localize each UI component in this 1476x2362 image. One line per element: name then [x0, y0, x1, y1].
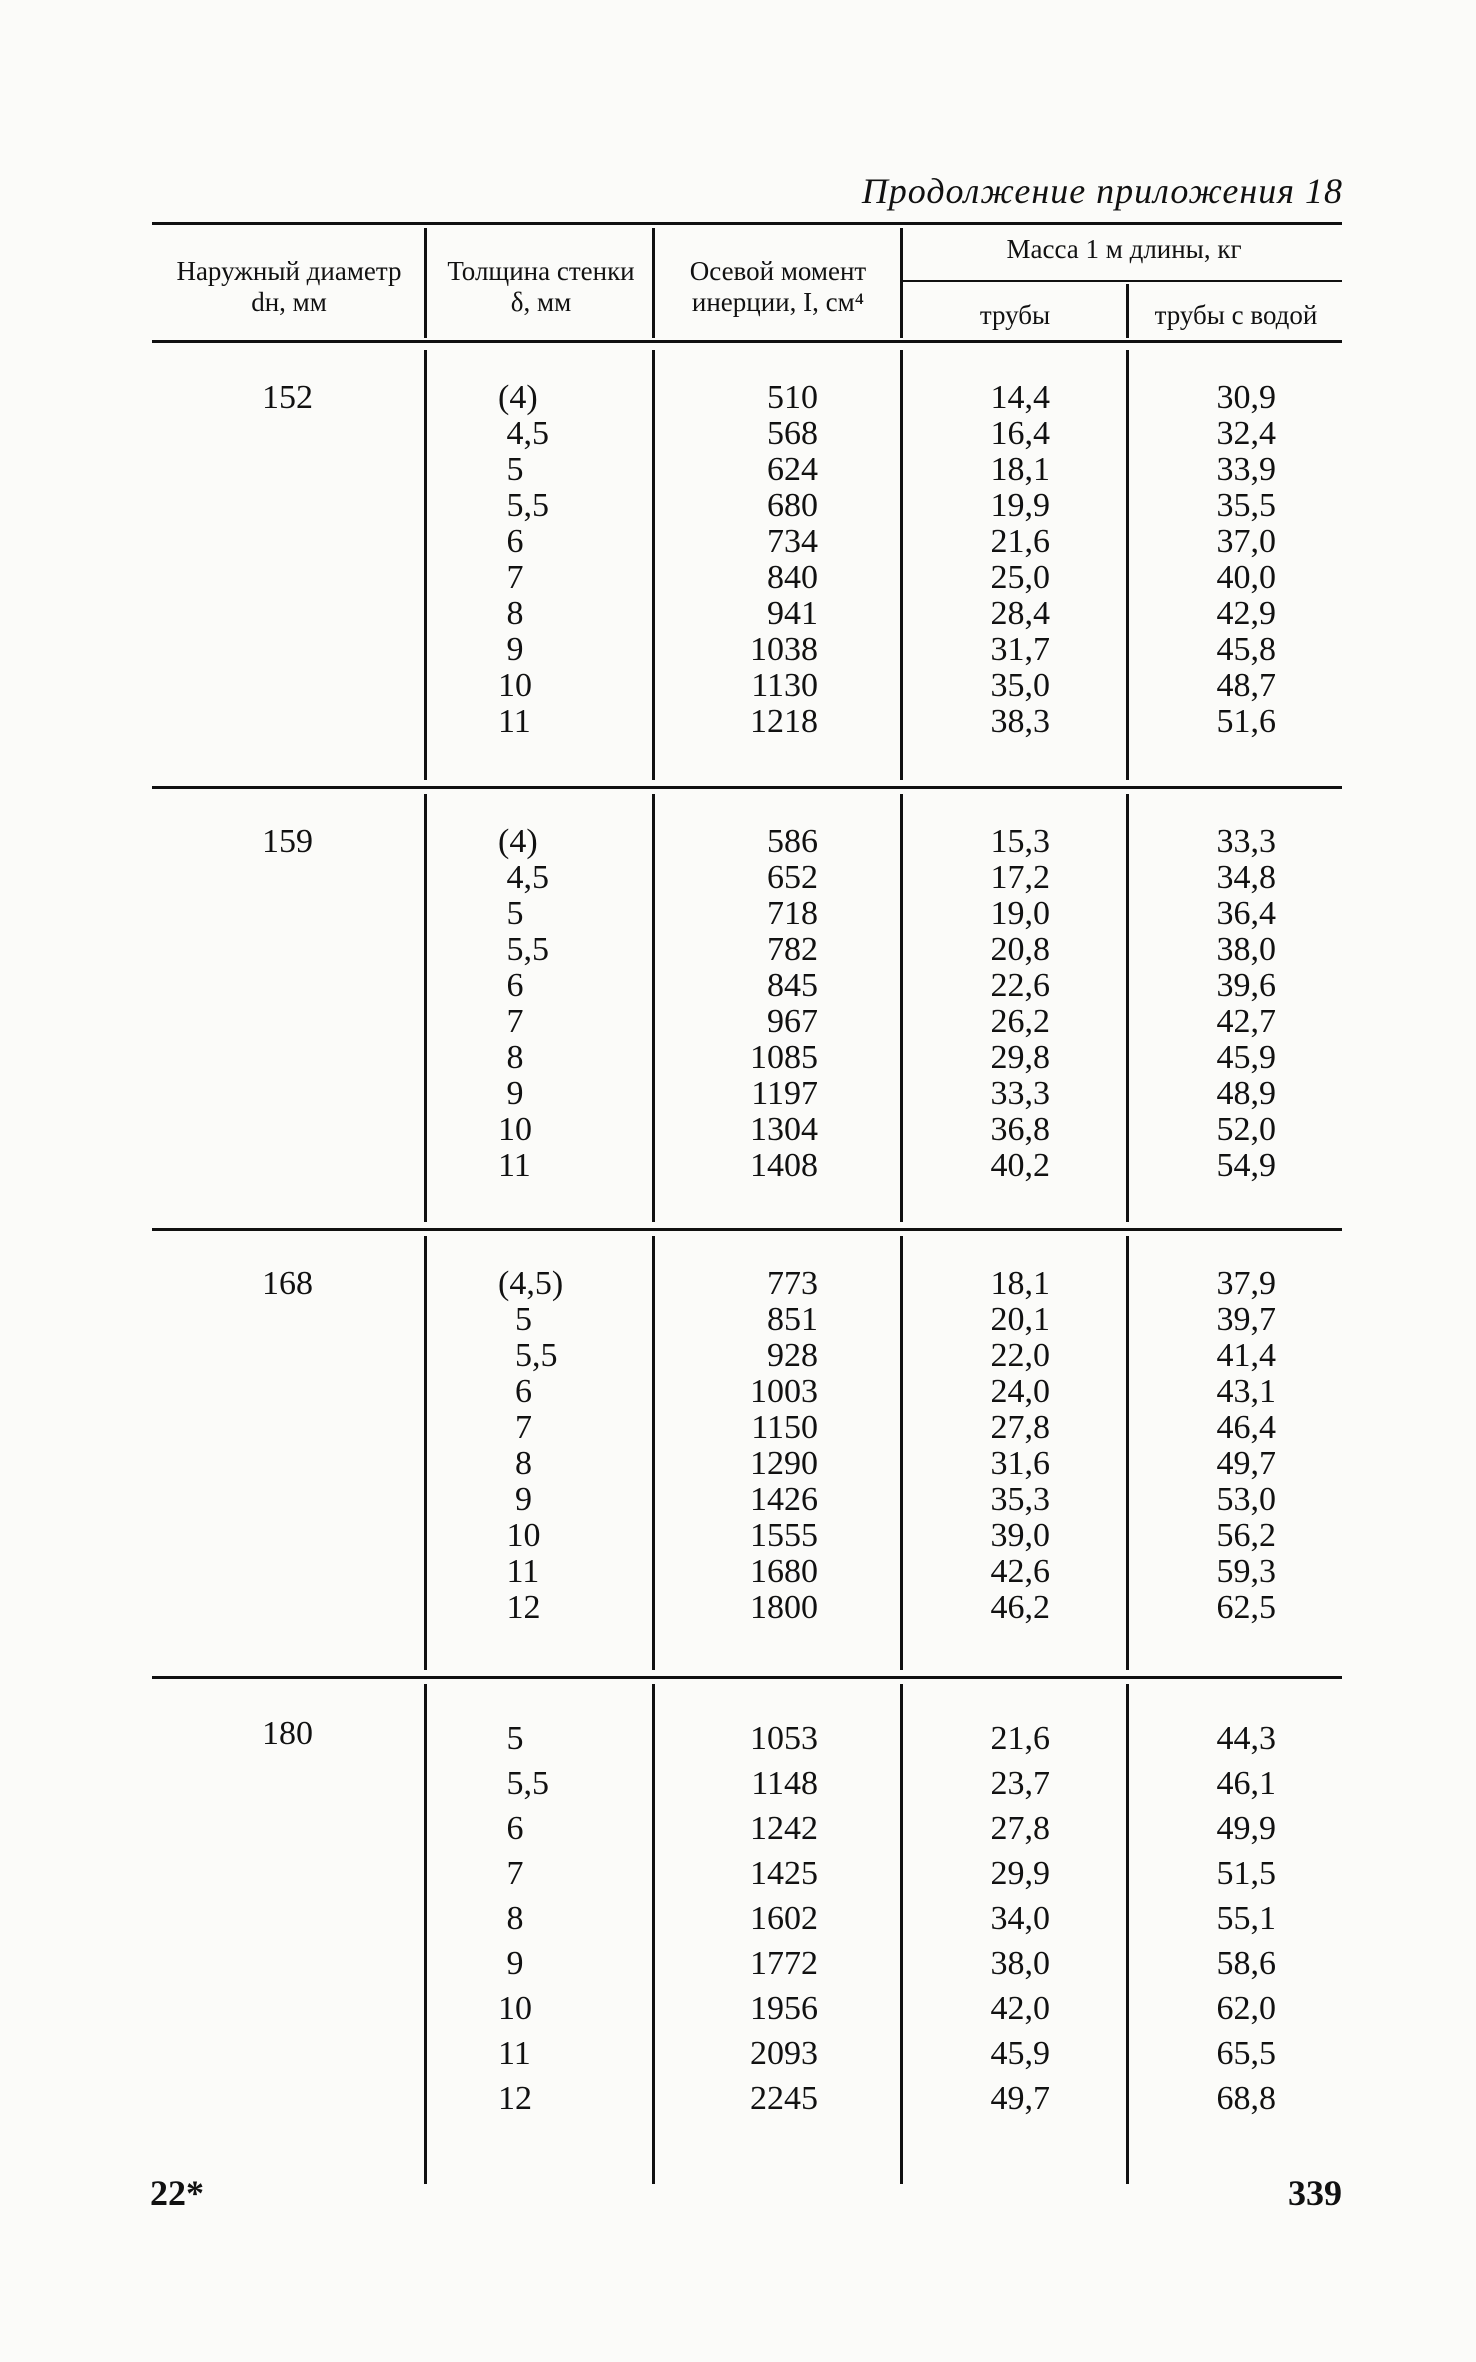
table-cell: 10 [498, 1990, 532, 2027]
table-top-rule [152, 222, 1342, 225]
table-cell: 31,7 [990, 631, 1050, 668]
table-cell: 42,7 [1216, 1003, 1276, 1040]
table-cell: 46,1 [1216, 1765, 1276, 1802]
moment-column [668, 824, 818, 1184]
table-cell: 1426 [750, 1481, 818, 1518]
mass-pipe-column [920, 1266, 1050, 1626]
table-cell: 62,0 [1216, 1990, 1276, 2027]
table-cell: 9 [498, 1075, 524, 1112]
mass-pipe-water-column [1148, 380, 1276, 740]
table-cell: 32,4 [1216, 415, 1276, 452]
header-mass-pipe: трубы [979, 300, 1051, 330]
table-cell: 37,0 [1216, 523, 1276, 560]
table-cell: 840 [767, 559, 818, 596]
table-cell: 6 [498, 967, 524, 1004]
table-cell: 46,2 [990, 1589, 1050, 1626]
table-cell: 24,0 [990, 1373, 1050, 1410]
column-divider [1126, 1236, 1129, 1670]
column-divider [1126, 350, 1129, 780]
table-cell: 51,5 [1216, 1855, 1276, 1892]
table-cell: 941 [767, 595, 818, 632]
table-cell: 2245 [750, 2080, 818, 2117]
table-cell: 7 [498, 1409, 532, 1446]
table-cell: 1218 [750, 703, 818, 740]
table-cell: 44,3 [1216, 1720, 1276, 1757]
table-cell: 11 [498, 2035, 531, 2072]
table-cell: 1150 [751, 1409, 818, 1446]
column-divider [1126, 1684, 1129, 2184]
table-cell: 14,4 [990, 379, 1050, 416]
table-cell: 33,3 [1216, 823, 1276, 860]
table-cell: 5 [498, 1301, 532, 1338]
table-cell: 18,1 [990, 1265, 1050, 1302]
table-cell: 624 [767, 451, 818, 488]
table-cell: 12 [498, 1589, 541, 1626]
header-wall-thickness: Толщина стенки δ, мм [447, 256, 635, 317]
table-cell: 20,8 [990, 931, 1050, 968]
header-moment: Осевой момент инерции, I, см⁴ [689, 256, 867, 317]
table-cell: 851 [767, 1301, 818, 1338]
table-cell: (4) [498, 379, 538, 416]
table-cell: 42,9 [1216, 595, 1276, 632]
table-cell: 11 [498, 703, 531, 740]
column-divider [900, 1684, 903, 2184]
table-cell: 10 [498, 1517, 541, 1554]
table-cell: 9 [498, 1945, 524, 1982]
table-cell: 1602 [750, 1900, 818, 1937]
table-cell: 5 [498, 451, 524, 488]
table-cell: 7 [498, 1855, 524, 1892]
table-cell: 16,4 [990, 415, 1050, 452]
table-cell: 38,3 [990, 703, 1050, 740]
table-cell: 34,8 [1216, 859, 1276, 896]
table-cell: 53,0 [1216, 1481, 1276, 1518]
table-cell: 5 [498, 895, 524, 932]
table-cell: 29,9 [990, 1855, 1050, 1892]
table-cell: 1956 [750, 1990, 818, 2027]
group-separator-rule [152, 786, 1342, 789]
table-cell: 1053 [750, 1720, 818, 1757]
table-cell: 33,3 [990, 1075, 1050, 1112]
column-divider [424, 1236, 427, 1670]
table-cell: 49,7 [1216, 1445, 1276, 1482]
table-cell: 49,9 [1216, 1810, 1276, 1847]
table-cell: 845 [767, 967, 818, 1004]
table-cell: 62,5 [1216, 1589, 1276, 1626]
table-cell: 21,6 [990, 1720, 1050, 1757]
table-cell: 51,6 [1216, 703, 1276, 740]
column-divider [900, 1236, 903, 1670]
table-cell: 20,1 [990, 1301, 1050, 1338]
table-cell: 19,0 [990, 895, 1050, 932]
table-cell: 42,0 [990, 1990, 1050, 2027]
table-cell: 29,8 [990, 1039, 1050, 1076]
table-cell: 10 [498, 667, 532, 704]
moment-column [668, 1266, 818, 1626]
table-cell: 49,7 [990, 2080, 1050, 2117]
table-cell: 9 [498, 1481, 532, 1518]
table-cell: 21,6 [990, 523, 1050, 560]
column-divider [1126, 284, 1129, 338]
table-cell: 22,6 [990, 967, 1050, 1004]
moment-column [668, 380, 818, 740]
table-cell: 39,7 [1216, 1301, 1276, 1338]
table-cell: 27,8 [990, 1409, 1050, 1446]
table-cell: 6 [498, 1810, 524, 1847]
table-cell: 45,8 [1216, 631, 1276, 668]
table-cell: 48,9 [1216, 1075, 1276, 1112]
table-cell: 45,9 [990, 2035, 1050, 2072]
table-cell: 734 [767, 523, 818, 560]
table-cell: 782 [767, 931, 818, 968]
group-separator-rule [152, 1676, 1342, 1679]
column-divider [652, 1684, 655, 2184]
table-cell: 1425 [750, 1855, 818, 1892]
mass-subheader-rule [902, 280, 1342, 282]
table-cell: 39,0 [990, 1517, 1050, 1554]
table-cell: 26,2 [990, 1003, 1050, 1040]
column-divider [424, 350, 427, 780]
table-cell: 40,2 [990, 1147, 1050, 1184]
column-divider [652, 228, 655, 338]
table-cell: (4) [498, 823, 538, 860]
table-cell: 1772 [750, 1945, 818, 1982]
table-cell: 65,5 [1216, 2035, 1276, 2072]
table-cell: 9 [498, 631, 524, 668]
table-cell: 42,6 [990, 1553, 1050, 1590]
table-cell: 27,8 [990, 1810, 1050, 1847]
table-cell: 12 [498, 2080, 532, 2117]
thickness-column [498, 380, 638, 740]
header-bottom-rule [152, 340, 1342, 343]
table-cell: 1130 [751, 667, 818, 704]
table-cell: 10 [498, 1111, 532, 1148]
table-cell: 34,0 [990, 1900, 1050, 1937]
table-cell: 8 [498, 1900, 524, 1937]
outer-diameter-cell: 180 [262, 1715, 313, 1752]
column-divider [424, 794, 427, 1222]
table-cell: 11 [498, 1147, 531, 1184]
column-divider [424, 1684, 427, 2184]
table-cell: 8 [498, 595, 524, 632]
table-cell: 5,5 [498, 931, 549, 968]
table-cell: 15,3 [990, 823, 1050, 860]
table-cell: 6 [498, 523, 524, 560]
column-divider [900, 228, 903, 338]
table-cell: 8 [498, 1039, 524, 1076]
table-cell: 36,4 [1216, 895, 1276, 932]
table-cell: 5 [498, 1720, 524, 1757]
table-cell: 928 [767, 1337, 818, 1374]
table-cell: 1680 [750, 1553, 818, 1590]
table-cell: 39,6 [1216, 967, 1276, 1004]
mass-pipe-column [920, 1716, 1050, 2121]
table-cell: 45,9 [1216, 1039, 1276, 1076]
table-cell: 19,9 [990, 487, 1050, 524]
mass-pipe-water-column [1148, 824, 1276, 1184]
table-cell: 568 [767, 415, 818, 452]
table-cell: 2093 [750, 2035, 818, 2072]
table-cell: 59,3 [1216, 1553, 1276, 1590]
table-cell: 35,0 [990, 667, 1050, 704]
header-mass-group: Масса 1 м длины, кг [1006, 234, 1242, 264]
table-cell: 773 [767, 1265, 818, 1302]
table-cell: 33,9 [1216, 451, 1276, 488]
table-cell: 1148 [751, 1765, 818, 1802]
table-cell: 37,9 [1216, 1265, 1276, 1302]
table-cell: 11 [498, 1553, 540, 1590]
mass-pipe-water-column [1148, 1266, 1276, 1626]
page-caption: Продолжение приложения 18 [861, 171, 1343, 211]
table-cell: 38,0 [1216, 931, 1276, 968]
column-divider [652, 1236, 655, 1670]
table-cell: 1085 [750, 1039, 818, 1076]
thickness-column [498, 1266, 638, 1626]
header-mass-pipe-water: трубы с водой [1154, 300, 1318, 330]
table-cell: 48,7 [1216, 667, 1276, 704]
table-cell: 38,0 [990, 1945, 1050, 1982]
column-divider [1126, 794, 1129, 1222]
group-separator-rule [152, 1228, 1342, 1231]
table-cell: 1408 [750, 1147, 818, 1184]
table-cell: 28,4 [990, 595, 1050, 632]
thickness-column [498, 824, 638, 1184]
table-cell: (4,5) [498, 1265, 564, 1302]
table-cell: 25,0 [990, 559, 1050, 596]
table-cell: 40,0 [1216, 559, 1276, 596]
table-cell: 31,6 [990, 1445, 1050, 1482]
table-cell: 23,7 [990, 1765, 1050, 1802]
table-cell: 43,1 [1216, 1373, 1276, 1410]
column-divider [652, 350, 655, 780]
table-cell: 18,1 [990, 451, 1050, 488]
header-outer-diameter: Наружный диаметр dн, мм [176, 256, 402, 317]
table-cell: 54,9 [1216, 1147, 1276, 1184]
table-cell: 652 [767, 859, 818, 896]
table-cell: 35,3 [990, 1481, 1050, 1518]
table-cell: 510 [767, 379, 818, 416]
table-cell: 1003 [750, 1373, 818, 1410]
table-cell: 56,2 [1216, 1517, 1276, 1554]
table-cell: 4,5 [498, 415, 549, 452]
column-divider [900, 794, 903, 1222]
table-cell: 680 [767, 487, 818, 524]
outer-diameter-cell: 159 [262, 823, 313, 860]
table-cell: 1555 [750, 1517, 818, 1554]
mass-pipe-column [920, 380, 1050, 740]
table-cell: 68,8 [1216, 2080, 1276, 2117]
table-cell: 52,0 [1216, 1111, 1276, 1148]
table-cell: 22,0 [990, 1337, 1050, 1374]
table-cell: 1242 [750, 1810, 818, 1847]
table-cell: 1038 [750, 631, 818, 668]
moment-column [668, 1716, 818, 2121]
table-cell: 718 [767, 895, 818, 932]
table-cell: 55,1 [1216, 1900, 1276, 1937]
page-number: 339 [1288, 2173, 1342, 2213]
outer-diameter-cell: 168 [262, 1265, 313, 1302]
table-cell: 4,5 [498, 859, 549, 896]
signature-mark: 22* [150, 2173, 204, 2213]
table-cell: 1290 [750, 1445, 818, 1482]
column-divider [424, 228, 427, 338]
table-cell: 46,4 [1216, 1409, 1276, 1446]
table-cell: 8 [498, 1445, 532, 1482]
table-cell: 6 [498, 1373, 532, 1410]
table-cell: 967 [767, 1003, 818, 1040]
table-cell: 1197 [751, 1075, 818, 1112]
table-cell: 5,5 [498, 487, 549, 524]
table-cell: 7 [498, 559, 524, 596]
table-cell: 58,6 [1216, 1945, 1276, 1982]
mass-pipe-column [920, 824, 1050, 1184]
table-cell: 5,5 [498, 1765, 549, 1802]
table-cell: 1304 [750, 1111, 818, 1148]
column-divider [652, 794, 655, 1222]
table-cell: 5,5 [498, 1337, 558, 1374]
mass-pipe-water-column [1148, 1716, 1276, 2121]
thickness-column [498, 1716, 638, 2121]
table-cell: 1800 [750, 1589, 818, 1626]
outer-diameter-cell: 152 [262, 379, 313, 416]
table-cell: 35,5 [1216, 487, 1276, 524]
table-cell: 41,4 [1216, 1337, 1276, 1374]
table-cell: 36,8 [990, 1111, 1050, 1148]
column-divider [900, 350, 903, 780]
table-cell: 7 [498, 1003, 524, 1040]
table-cell: 586 [767, 823, 818, 860]
table-cell: 30,9 [1216, 379, 1276, 416]
table-cell: 17,2 [990, 859, 1050, 896]
